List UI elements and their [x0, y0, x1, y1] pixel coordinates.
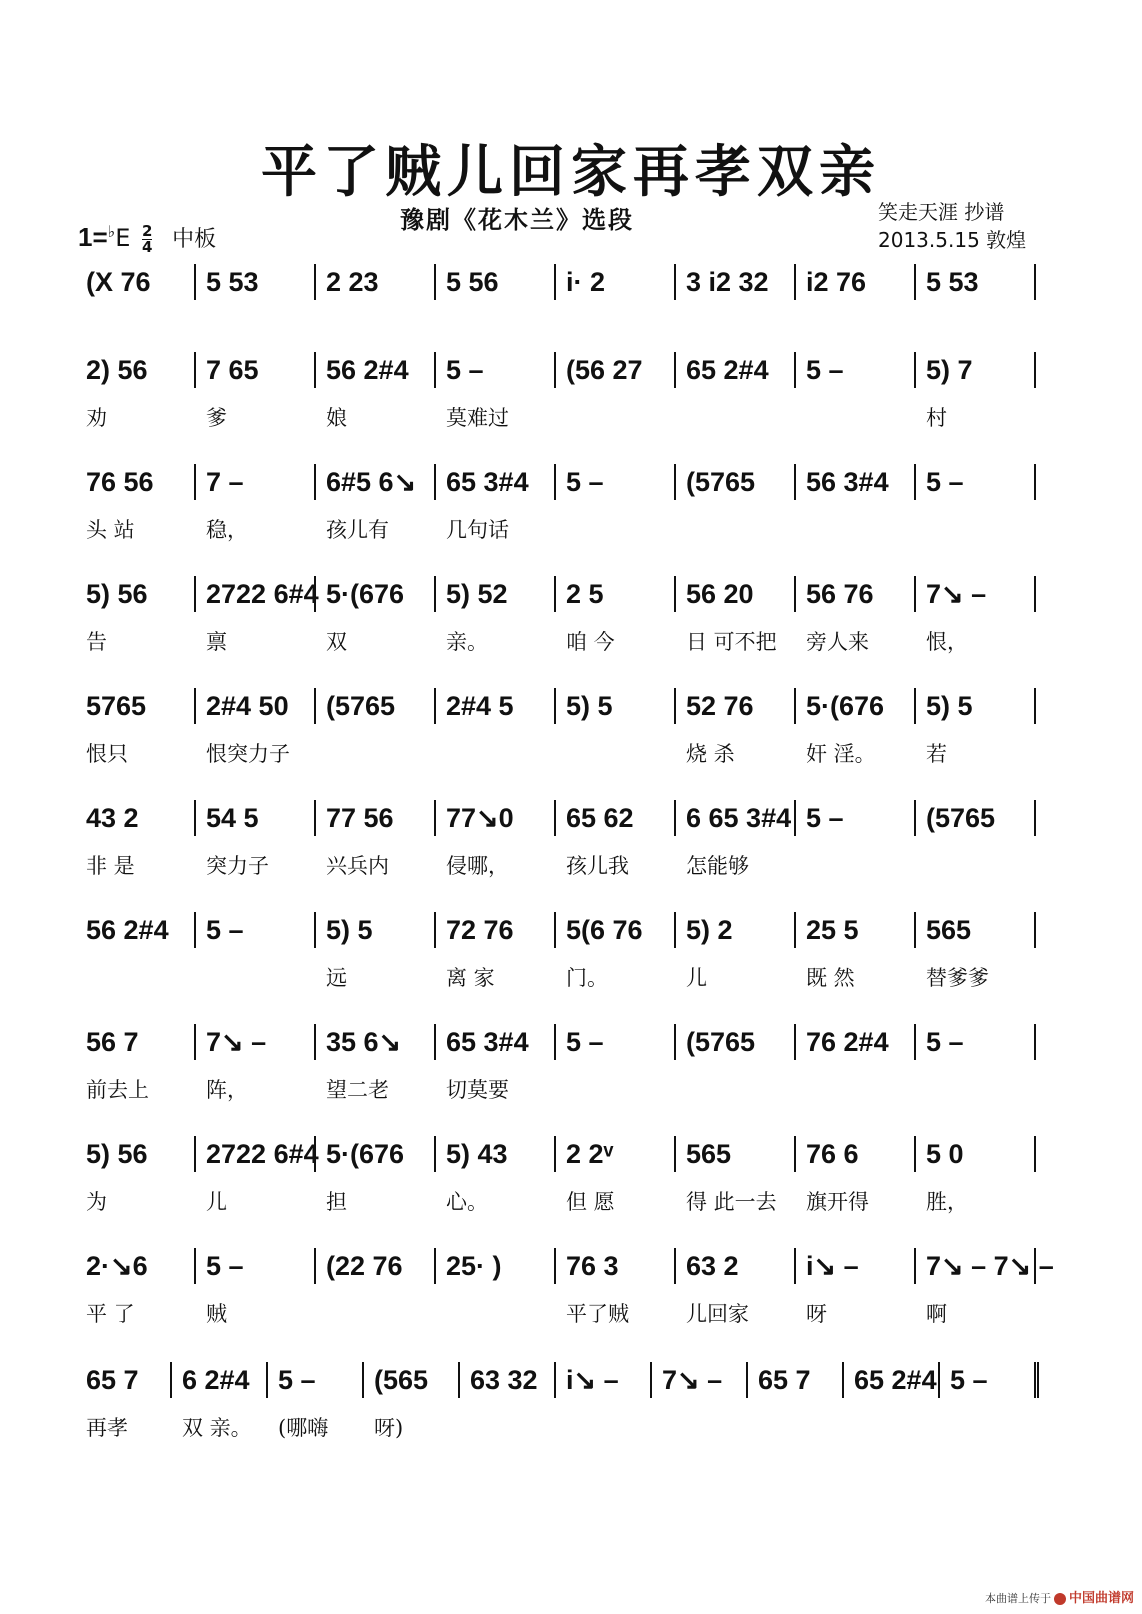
measure: 5 – [566, 467, 604, 497]
footer-watermark [985, 1587, 1134, 1606]
bar-line [650, 1362, 652, 1398]
measure: 5 – [278, 1365, 316, 1395]
measure: i↘ – [566, 1365, 619, 1395]
lyric-text: 娘 [326, 406, 347, 430]
bar-line [266, 1362, 268, 1398]
lyric-line [78, 626, 1038, 656]
measure: 72 76 [446, 915, 514, 945]
page-title: 平了贼儿回家再孝双亲 [261, 139, 881, 205]
measure: 35 6↘ [326, 1027, 402, 1057]
lyric-text: 头 站 [86, 518, 135, 542]
lyric-text: 切莫要 [446, 1078, 509, 1102]
measure: 25 5 [806, 915, 859, 945]
key-prefix: 1= [78, 222, 108, 252]
lyric-text: 儿回家 [686, 1302, 749, 1326]
score-line [78, 798, 1038, 838]
measure: 2 5 [566, 579, 604, 609]
bar-line [674, 1024, 676, 1060]
lyric-text: 劝 [86, 406, 107, 430]
bar-line [434, 576, 436, 612]
lyric-text: 贼 [206, 1302, 227, 1326]
lyric-line [78, 314, 1038, 344]
bar-line [914, 464, 916, 500]
key-note: E [115, 224, 131, 252]
lyric-text: 啊 [926, 1302, 947, 1326]
bar-line [194, 264, 196, 300]
bar-line [1034, 688, 1036, 724]
measure: 5 – [806, 803, 844, 833]
time-top: 2 [142, 221, 153, 240]
bar-line [1034, 800, 1036, 836]
bar-line [314, 464, 316, 500]
bar-line [674, 800, 676, 836]
measure: 5·(676 [806, 691, 885, 721]
measure: 565 [926, 915, 972, 945]
bar-line [1034, 1136, 1036, 1172]
subtitle: 豫剧《花木兰》选段 [400, 205, 634, 234]
score-line [78, 1360, 1038, 1400]
measure: 56 7 [86, 1027, 139, 1057]
measure: i· 2 [566, 267, 606, 297]
site-logo-icon [1054, 1593, 1066, 1605]
measure: 5) 5 [566, 691, 613, 721]
measure: (22 76 [326, 1251, 403, 1281]
measure: 5·(676 [326, 579, 405, 609]
measure: 65 3#4 [446, 467, 529, 497]
bar-line [842, 1362, 844, 1398]
score-line [78, 1134, 1038, 1174]
bar-line [194, 1136, 196, 1172]
bar-line [794, 912, 796, 948]
measure: 5 – [446, 355, 484, 385]
score-line [78, 462, 1038, 502]
bar-line [194, 1248, 196, 1284]
bar-line [554, 1248, 556, 1284]
measure: 5 – [206, 915, 244, 945]
lyric-text: 呀) [374, 1416, 404, 1440]
measure: 5(6 76 [566, 915, 643, 945]
key-signature [78, 222, 216, 255]
flat-sign: ♭ [107, 222, 116, 241]
bar-line [434, 688, 436, 724]
bar-line [314, 1136, 316, 1172]
measure: 7↘ – 7↘ – [926, 1251, 1054, 1281]
measure: 6 2#4 [182, 1365, 250, 1395]
lyric-text: 双 [326, 630, 347, 654]
bar-line [674, 264, 676, 300]
lyric-line [78, 962, 1038, 992]
lyric-text: 胜， [926, 1190, 968, 1214]
bar-line [314, 688, 316, 724]
lyric-text: 前去上 [86, 1078, 149, 1102]
bar-line [1034, 1362, 1039, 1398]
lyric-text: 望二老 [326, 1078, 389, 1102]
lyric-text: 禀 [206, 630, 227, 654]
tempo-marking: 中板 [172, 227, 217, 252]
bar-line [314, 800, 316, 836]
measure: (5765 [926, 803, 996, 833]
measure: (5765 [686, 467, 756, 497]
measure: (56 27 [566, 355, 643, 385]
measure: (5765 [326, 691, 396, 721]
lyric-text: 恨， [926, 630, 968, 654]
bar-line [794, 688, 796, 724]
bar-line [794, 1024, 796, 1060]
score-line [78, 350, 1038, 390]
bar-line [674, 688, 676, 724]
lyric-text: 几句话 [446, 518, 509, 542]
lyric-line [78, 1412, 1038, 1442]
lyric-text: 得 此一去 [686, 1190, 777, 1214]
measure: 43 2 [86, 803, 139, 833]
time-signature [142, 221, 153, 256]
bar-line [914, 352, 916, 388]
bar-line [194, 464, 196, 500]
measure: i2 76 [806, 267, 867, 297]
bar-line [554, 1136, 556, 1172]
bar-line [434, 800, 436, 836]
measure: 7↘ – [926, 579, 987, 609]
lyric-text: 担 [326, 1190, 347, 1214]
measure: 63 32 [470, 1365, 538, 1395]
bar-line [194, 352, 196, 388]
measure: 3 i2 32 [686, 267, 769, 297]
bar-line [914, 800, 916, 836]
transcriber-credit: 笑走天涯 抄谱 [878, 200, 1005, 224]
bar-line [554, 352, 556, 388]
lyric-text: 爹 [206, 406, 227, 430]
lyric-text: 若 [926, 742, 947, 766]
bar-line [674, 1248, 676, 1284]
score-line [78, 574, 1038, 614]
bar-line [674, 576, 676, 612]
bar-line [794, 576, 796, 612]
lyric-text: 既 然 [806, 966, 855, 990]
lyric-text: 恨只 [86, 742, 128, 766]
lyric-text: 咱 今 [566, 630, 615, 654]
lyric-text: 双 亲。 [182, 1416, 252, 1440]
bar-line [1034, 1248, 1036, 1284]
measure: 5765 [86, 691, 147, 721]
bar-line [794, 264, 796, 300]
bar-line [554, 576, 556, 612]
measure: 56 20 [686, 579, 754, 609]
score-line [78, 1246, 1054, 1286]
measure: 2722 6#4 [206, 579, 319, 609]
bar-line [1034, 464, 1036, 500]
measure: 5·(676 [326, 1139, 405, 1169]
measure: 76 6 [806, 1139, 859, 1169]
bar-line [194, 912, 196, 948]
bar-line [746, 1362, 748, 1398]
bar-line [914, 1136, 916, 1172]
lyric-text: 非 是 [86, 854, 135, 878]
measure: 25· ) [446, 1251, 502, 1281]
lyric-text: 孩儿我 [566, 854, 629, 878]
bar-line [554, 912, 556, 948]
measure: i↘ – [806, 1251, 859, 1281]
bar-line [794, 1248, 796, 1284]
bar-line [434, 1248, 436, 1284]
measure: 5 53 [926, 267, 979, 297]
bar-line [170, 1362, 172, 1398]
lyric-text: (哪嗨 [278, 1416, 329, 1440]
lyric-text: 烧 杀 [686, 742, 735, 766]
bar-line [434, 1136, 436, 1172]
measure: 5) 5 [926, 691, 973, 721]
measure: 5) 52 [446, 579, 508, 609]
bar-line [362, 1362, 364, 1398]
measure: 56 3#4 [806, 467, 889, 497]
measure: 2 23 [326, 267, 379, 297]
score-line [78, 686, 1038, 726]
lyric-line [78, 1298, 1038, 1328]
lyric-text: 为 [86, 1190, 107, 1214]
measure: 565 [686, 1139, 732, 1169]
lyric-text: 村 [926, 406, 947, 430]
measure: 65 62 [566, 803, 634, 833]
score-line [78, 262, 1038, 302]
bar-line [914, 1024, 916, 1060]
measure: 5 – [950, 1365, 988, 1395]
footer-prefix: 本曲谱上传于 [984, 1592, 1051, 1605]
measure: 5 – [926, 1027, 964, 1057]
lyric-text: 心。 [446, 1190, 488, 1214]
measure: 5 0 [926, 1139, 964, 1169]
measure: 2#4 50 [206, 691, 289, 721]
bar-line [314, 576, 316, 612]
measure: 5) 7 [926, 355, 973, 385]
measure: 5 53 [206, 267, 259, 297]
bar-line [674, 1136, 676, 1172]
measure: 65 3#4 [446, 1027, 529, 1057]
lyric-text: 但 愿 [566, 1190, 615, 1214]
lyric-text: 儿 [206, 1190, 227, 1214]
lyric-text: 呀 [806, 1302, 827, 1326]
lyric-text: 平 了 [86, 1302, 135, 1326]
measure: 5) 56 [86, 579, 148, 609]
lyric-text: 告 [86, 630, 107, 654]
bar-line [794, 800, 796, 836]
measure: 77↘0 [446, 803, 514, 833]
lyric-line [78, 1074, 1038, 1104]
bar-line [194, 688, 196, 724]
measure: 7↘ – [662, 1365, 723, 1395]
bar-line [914, 688, 916, 724]
bar-line [194, 1024, 196, 1060]
bar-line [1034, 576, 1036, 612]
lyric-text: 儿 [686, 966, 707, 990]
bar-line [554, 1362, 556, 1398]
bar-line [554, 800, 556, 836]
lyric-text: 替爹爹 [926, 966, 989, 990]
measure: 2) 56 [86, 355, 148, 385]
measure: 5 – [926, 467, 964, 497]
footer-site: 中国曲谱网 [1068, 1591, 1134, 1606]
bar-line [554, 264, 556, 300]
lyric-text: 突力子 [206, 854, 269, 878]
measure: 52 76 [686, 691, 754, 721]
time-bottom: 4 [142, 237, 153, 256]
score-line [78, 910, 1038, 950]
bar-line [1034, 352, 1036, 388]
measure: 5 – [806, 355, 844, 385]
measure: 6 65 3#4 [686, 803, 792, 833]
lyric-line [78, 850, 1038, 880]
bar-line [674, 352, 676, 388]
lyric-text: 奸 淫。 [806, 742, 876, 766]
bar-line [434, 264, 436, 300]
bar-line [194, 800, 196, 836]
bar-line [914, 576, 916, 612]
lyric-text: 亲。 [446, 630, 488, 654]
date-place: 2013.5.15 敦煌 [878, 228, 1027, 252]
measure: 65 2#4 [686, 355, 769, 385]
lyric-line [78, 1186, 1038, 1216]
bar-line [434, 352, 436, 388]
bar-line [1034, 264, 1036, 300]
measure: 2722 6#4 [206, 1139, 319, 1169]
bar-line [794, 1136, 796, 1172]
measure: 56 2#4 [86, 915, 169, 945]
measure: 5 – [206, 1251, 244, 1281]
lyric-line [78, 402, 1038, 432]
bar-line [674, 912, 676, 948]
measure: 76 3 [566, 1251, 619, 1281]
bar-line [314, 1248, 316, 1284]
measure: 6#5 6↘ [326, 467, 417, 497]
measure: 56 76 [806, 579, 874, 609]
measure: 5) 5 [326, 915, 373, 945]
lyric-text: 日 可不把 [686, 630, 777, 654]
measure: 56 2#4 [326, 355, 409, 385]
measure: 65 7 [758, 1365, 811, 1395]
measure: 54 5 [206, 803, 259, 833]
bar-line [794, 464, 796, 500]
bar-line [674, 464, 676, 500]
lyric-text: 孩儿有 [326, 518, 389, 542]
lyric-text: 兴兵内 [326, 854, 389, 878]
lyric-text: 平了贼 [566, 1302, 629, 1326]
measure: 65 7 [86, 1365, 139, 1395]
lyric-text: 离 家 [446, 966, 495, 990]
measure: 63 2 [686, 1251, 739, 1281]
bar-line [458, 1362, 460, 1398]
measure: (5765 [686, 1027, 756, 1057]
lyric-line [78, 514, 1038, 544]
lyric-text: 旗开得 [806, 1190, 869, 1214]
measure: 5 – [566, 1027, 604, 1057]
measure: 5) 2 [686, 915, 733, 945]
lyric-text: 远 [326, 966, 347, 990]
bar-line [434, 912, 436, 948]
bar-line [314, 264, 316, 300]
bar-line [554, 688, 556, 724]
measure: 2#4 5 [446, 691, 514, 721]
bar-line [194, 576, 196, 612]
measure: 77 56 [326, 803, 394, 833]
measure: 7 – [206, 467, 244, 497]
bar-line [554, 464, 556, 500]
measure: (565 [374, 1365, 429, 1395]
bar-line [1034, 1024, 1036, 1060]
bar-line [914, 912, 916, 948]
bar-line [434, 464, 436, 500]
bar-line [938, 1362, 940, 1398]
measure: 7↘ – [206, 1027, 267, 1057]
measure: 2·↘6 [86, 1251, 148, 1281]
measure: 76 2#4 [806, 1027, 889, 1057]
measure: 5) 56 [86, 1139, 148, 1169]
measure: 2 2ᵛ [566, 1139, 614, 1169]
measure: 5 56 [446, 267, 499, 297]
bar-line [314, 1024, 316, 1060]
lyric-text: 阵， [206, 1078, 248, 1102]
lyric-text: 莫难过 [446, 406, 509, 430]
lyric-text: 稳， [206, 518, 248, 542]
bar-line [554, 1024, 556, 1060]
lyric-text: 旁人来 [806, 630, 869, 654]
measure: 7 65 [206, 355, 259, 385]
lyric-text: 侵哪， [446, 854, 509, 878]
bar-line [434, 1024, 436, 1060]
score-line [78, 1022, 1038, 1062]
bar-line [314, 352, 316, 388]
bar-line [794, 352, 796, 388]
lyric-line [78, 738, 1038, 768]
bar-line [914, 1248, 916, 1284]
bar-line [314, 912, 316, 948]
measure: (X 76 [86, 267, 151, 297]
bar-line [914, 264, 916, 300]
lyric-text: 怎能够 [686, 854, 749, 878]
lyric-text: 门。 [566, 966, 608, 990]
measure: 76 56 [86, 467, 154, 497]
lyric-text: 再孝 [86, 1416, 128, 1440]
measure: 65 2#4 [854, 1365, 937, 1395]
measure: 5) 43 [446, 1139, 508, 1169]
lyric-text: 恨突力子 [206, 742, 290, 766]
bar-line [1034, 912, 1036, 948]
